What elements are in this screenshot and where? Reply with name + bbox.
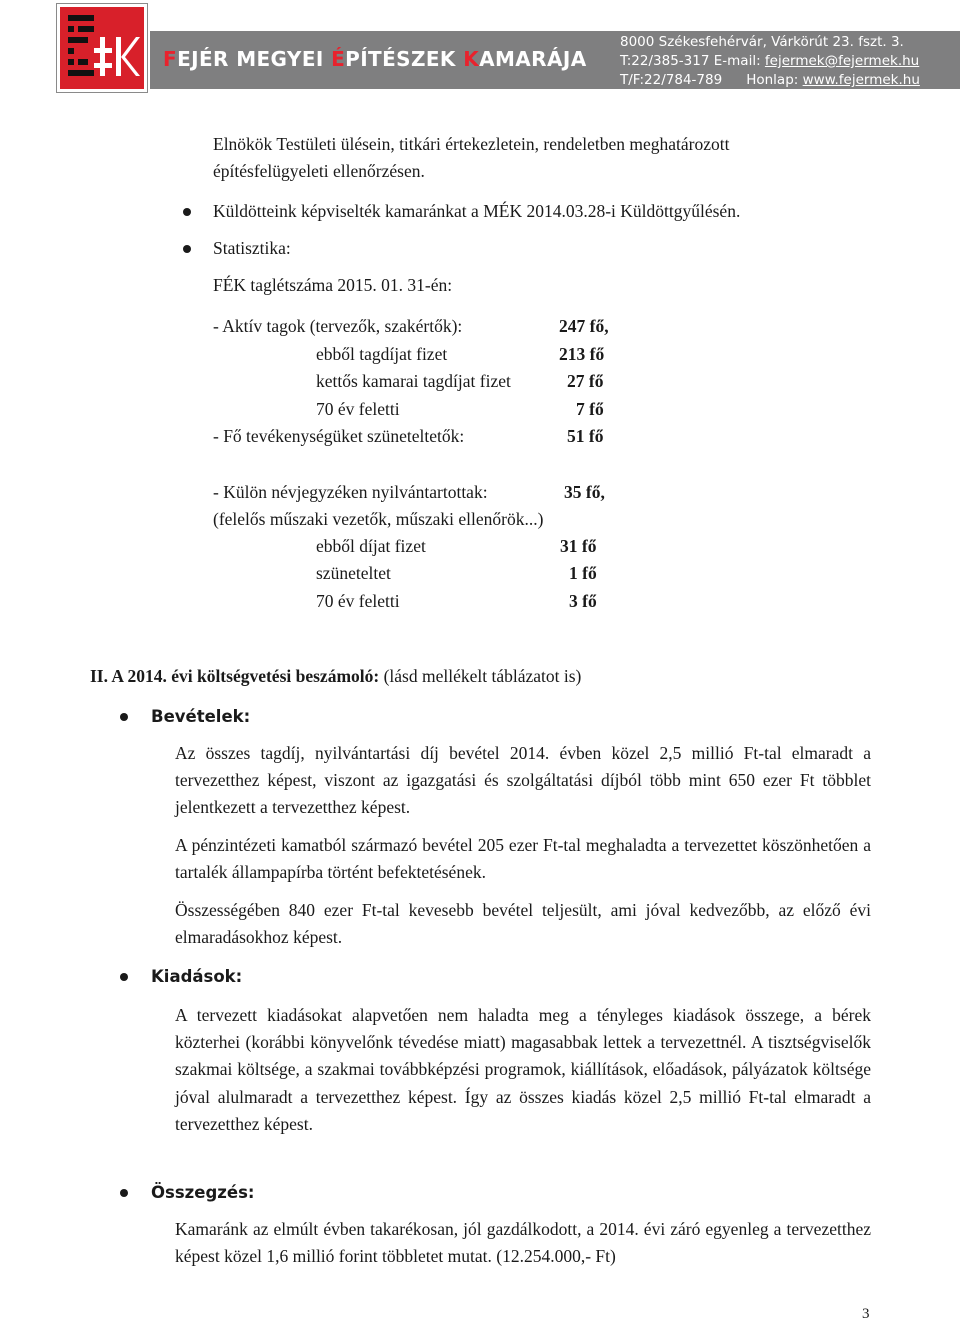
expenses-label: Kiadások: [151, 967, 243, 986]
stats-heading: FÉK taglétszáma 2015. 01. 31-én: [213, 275, 453, 295]
stats-value: 213 fő [559, 344, 605, 364]
fax-web-line: T/F:22/784-789 Honlap: www.fejermek.hu [620, 72, 920, 88]
revenues-paragraph-2: A pénzintézeti kamatból származó bevétel 205 ezer Ft-tal meghaladta a tervezettet köszönhetően a tartalék állampapírba történt befektetésének. [175, 835, 871, 883]
contact-info [620, 33, 955, 90]
website-link[interactable]: www.fejermek.hu [802, 72, 920, 88]
stats-value: 7 fő [576, 399, 604, 419]
bullet-icon [120, 973, 128, 981]
page-number: 3 [862, 1306, 870, 1322]
stats-value: 27 fő [567, 371, 604, 391]
address: 8000 Székesfehérvár, Várkörút 23. fszt. 3. [620, 34, 904, 50]
delegates-item: Küldötteink képviselték kamaránkat a MÉK 2014.03.28-i Küldöttgyűlésén. [213, 201, 741, 221]
revenues-paragraph-3: Összességében 840 ezer Ft-tal kevesebb bevétel teljesült, ami jóval kedvezőbb, az előző évi elmaradásokhoz képest. [175, 900, 871, 948]
fax: T/F:22/784-789 [620, 72, 723, 88]
stats-label: - Fő tevékenységüket szüneteltetők: [213, 426, 465, 446]
stats-label: - Aktív tagok (tervezők, szakértők): [213, 316, 463, 336]
stats-value: 35 fő, [564, 482, 605, 502]
phone: T:22/385-317 [620, 53, 710, 69]
fek-logo-icon [60, 7, 144, 89]
summary-label: Összegzés: [151, 1183, 255, 1202]
stats-value: 51 fő [567, 426, 604, 446]
stats-label: szüneteltet [316, 563, 391, 583]
intro-line-1: Elnökök Testületi ülésein, titkári értekezletein, rendeletben meghatározott [213, 134, 730, 154]
stats-value: 247 fő, [559, 316, 609, 336]
section-heading: II. A 2014. évi költségvetési beszámoló: (lásd mellékelt táblázatot is) [90, 666, 582, 686]
stats-label: ebből tagdíjat fizet [316, 344, 448, 364]
bullet-icon [183, 245, 191, 253]
logo [56, 3, 148, 93]
intro-line-2: építésfelügyeleti ellenőrzésen. [213, 161, 425, 181]
stats-value: 1 fő [569, 563, 597, 583]
stats-label: (felelős műszaki vezetők, műszaki ellenőrök...) [213, 509, 544, 529]
stats-label: - Külön névjegyzéken nyilvántartottak: [213, 482, 488, 502]
bullet-icon [120, 1189, 128, 1197]
organization-title: FEJÉR MEGYEI ÉPÍTÉSZEK KAMARÁJA [163, 47, 587, 71]
expenses-paragraph: A tervezett kiadásokat alapvetően nem haladta meg a tényleges kiadások összege, a bérek közterhei (korábbi könyvelőnk tévedése miatt) magasabbak lettek a tervezettnél. A tisztségviselők szakmai költsége, a szakmai továbbképzési programok, kiállítások, előadások, pályázatok költsége jóval alulmaradt a tervezetthez képest. Így az összes kiadás közel 2,5 millió Ft-tal elmaradt a tervezetthez képest. [175, 1005, 871, 1134]
revenues-label: Bevételek: [151, 707, 251, 726]
stats-value: 31 fő [560, 536, 597, 556]
stats-label: 70 év feletti [316, 591, 400, 611]
summary-paragraph: Kamaránk az elmúlt évben takarékosan, jól gazdálkodott, a 2014. évi záró egyenleg a tervezetthez képest közel 1,6 millió forint többletet mutat. (12.254.000,- Ft) [175, 1219, 871, 1267]
stats-label: kettős kamarai tagdíjat fizet [316, 371, 511, 391]
stats-label: ebből díjat fizet [316, 536, 426, 556]
bullet-icon [183, 208, 191, 216]
email-link[interactable]: fejermek@fejermek.hu [764, 53, 920, 69]
revenues-paragraph-1: Az összes tagdíj, nyilvántartási díj bevétel 2014. évben közel 2,5 millió Ft-tal elmaradt a tervezetthez képest, viszont az igazgatási és szolgáltatási díjból több mint 650 ezer Ft többlet jelentkezett a tervezetthez képest. [175, 743, 871, 818]
stats-label: 70 év feletti [316, 399, 400, 419]
bullet-icon [120, 713, 128, 721]
logo-mark [60, 7, 144, 89]
statistics-item: Statisztika: [213, 238, 291, 258]
phone-email-line: T:22/385-317 E-mail: fejermek@fejermek.hu [620, 53, 920, 69]
stats-value: 3 fő [569, 591, 597, 611]
